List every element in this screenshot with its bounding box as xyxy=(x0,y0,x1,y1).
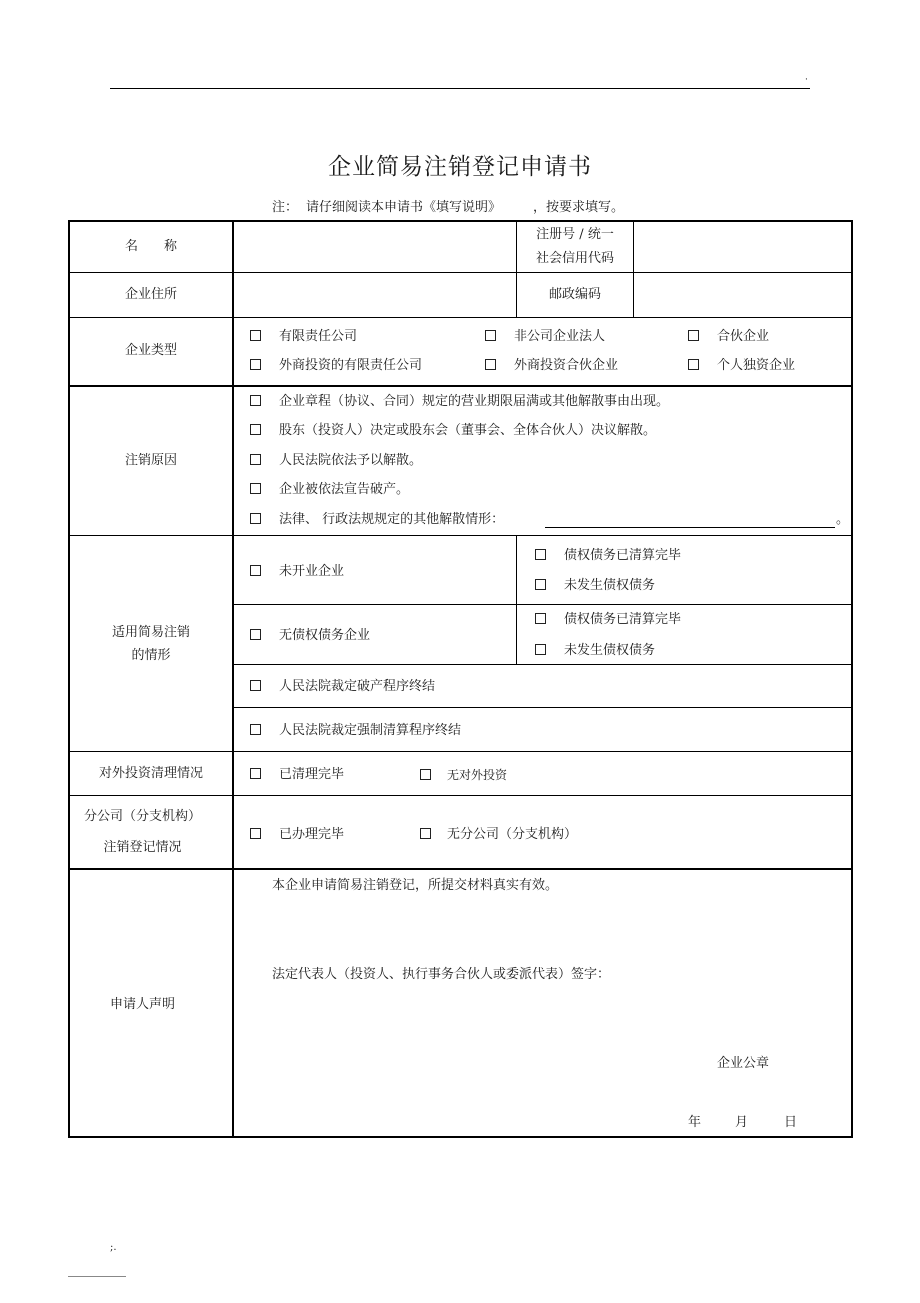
checkbox-icon[interactable] xyxy=(250,424,261,435)
subrow-divider xyxy=(232,664,853,665)
date-day: 日 xyxy=(784,1115,798,1130)
checkbox-icon[interactable] xyxy=(250,629,261,640)
not-opened-no-debts[interactable]: 未发生债权债务 xyxy=(535,578,655,594)
simple-label-line2: 的情形 xyxy=(131,648,171,663)
corner-mark: · xyxy=(805,75,808,85)
company-seal-label: 企业公章 xyxy=(717,1056,770,1071)
row-divider xyxy=(68,385,853,387)
checkbox-icon[interactable] xyxy=(535,579,546,590)
row-divider xyxy=(68,751,853,752)
invest-option-cleared[interactable]: 已清理完毕 xyxy=(250,767,344,783)
branch-option-none[interactable]: 无分公司（分支机构） xyxy=(420,827,577,843)
invest-option-none[interactable]: 无对外投资 xyxy=(420,767,507,783)
table-border-right xyxy=(851,220,853,1138)
checkbox-icon[interactable] xyxy=(250,724,261,735)
invest-label: 对外投资清理情况 xyxy=(98,766,203,781)
inner-col-divider xyxy=(633,220,634,317)
simple-option-not-opened[interactable]: 未开业企业 xyxy=(250,564,344,580)
simple-option-bankruptcy-ended[interactable]: 人民法院裁定破产程序终结 xyxy=(250,679,435,695)
address-field[interactable] xyxy=(236,275,514,315)
address-label: 企业住所 xyxy=(124,287,177,302)
signature-area[interactable] xyxy=(272,988,832,1028)
branch-label-line2: 注销登记情况 xyxy=(103,840,182,855)
label-column-divider xyxy=(232,220,234,1138)
reg-number-label-line1: 注册号 / 统一 xyxy=(536,227,614,242)
header-rule xyxy=(110,88,810,89)
company-name-field[interactable] xyxy=(236,224,514,270)
reason-option-court-dissolution[interactable]: 人民法院依法予以解散。 xyxy=(250,453,422,469)
table-border-bottom xyxy=(68,1136,853,1138)
checkbox-icon[interactable] xyxy=(420,769,431,780)
checkbox-icon[interactable] xyxy=(250,565,261,576)
checkbox-icon[interactable] xyxy=(485,330,496,341)
note-suffix: ，按要求填写。 xyxy=(533,200,625,215)
reason-option-other[interactable]: 法律、 行政法规规定的其他解散情形： xyxy=(250,512,504,528)
name-label: 名 称 xyxy=(124,239,177,254)
checkbox-icon[interactable] xyxy=(485,359,496,370)
checkbox-icon[interactable] xyxy=(250,680,261,691)
checkbox-icon[interactable] xyxy=(250,395,261,406)
row-divider xyxy=(68,535,853,536)
table-border-top xyxy=(68,220,853,222)
checkbox-icon[interactable] xyxy=(688,359,699,370)
reason-option-shareholder-resolution[interactable]: 股东（投资人）决定或股东会（董事会、全体合伙人）决议解散。 xyxy=(250,423,656,439)
checkbox-icon[interactable] xyxy=(250,828,261,839)
checkbox-icon[interactable] xyxy=(250,359,261,370)
type-option-partnership[interactable]: 合伙企业 xyxy=(688,329,769,345)
note-body: 请仔细阅读本申请书《填写说明》 xyxy=(306,200,502,215)
type-option-non-company[interactable]: 非公司企业法人 xyxy=(485,329,605,345)
reason-option-bankruptcy[interactable]: 企业被依法宣告破产。 xyxy=(250,482,409,498)
checkbox-icon[interactable] xyxy=(420,828,431,839)
postal-code-field[interactable] xyxy=(636,275,849,315)
type-option-llc[interactable]: 有限责任公司 xyxy=(250,329,357,345)
type-option-foreign-partnership[interactable]: 外商投资合伙企业 xyxy=(485,358,618,374)
row-divider xyxy=(68,317,853,318)
footer-rule xyxy=(68,1276,126,1277)
checkbox-icon[interactable] xyxy=(250,513,261,524)
branch-label-line1: 分公司（分支机构） xyxy=(83,809,201,824)
reason-label: 注销原因 xyxy=(124,453,177,468)
simple-option-no-debt[interactable]: 无债权债务企业 xyxy=(250,628,370,644)
checkbox-icon[interactable] xyxy=(250,483,261,494)
reason-option-term-expired[interactable]: 企业章程（协议、合同）规定的营业期限届满或其他解散事由出现。 xyxy=(250,394,669,410)
declaration-statement: 本企业申请简易注销登记，所提交材料真实有效。 xyxy=(272,878,559,893)
checkbox-icon[interactable] xyxy=(250,768,261,779)
subcol-divider xyxy=(516,535,517,664)
checkbox-icon[interactable] xyxy=(688,330,699,341)
type-label: 企业类型 xyxy=(124,343,177,358)
signature-label: 法定代表人（投资人、执行事务合伙人或委派代表）签字： xyxy=(272,967,611,982)
checkbox-icon[interactable] xyxy=(250,330,261,341)
other-reason-input-line[interactable] xyxy=(545,527,835,528)
declaration-label: 申请人声明 xyxy=(109,997,175,1012)
checkbox-icon[interactable] xyxy=(250,454,261,465)
date-year: 年 xyxy=(688,1115,702,1130)
row-divider xyxy=(68,868,853,870)
page-title: 企业简易注销登记申请书 xyxy=(328,154,592,180)
no-debt-debts-settled[interactable]: 债权债务已清算完毕 xyxy=(535,612,681,628)
postal-code-label: 邮政编码 xyxy=(548,287,601,302)
reg-number-field[interactable] xyxy=(636,224,849,270)
checkbox-icon[interactable] xyxy=(535,613,546,624)
simple-option-liquidation-ended[interactable]: 人民法院裁定强制清算程序终结 xyxy=(250,723,461,739)
subrow-divider xyxy=(232,604,853,605)
reason-end-mark: 。 xyxy=(836,512,850,527)
date-month: 月 xyxy=(735,1115,749,1130)
type-option-foreign-llc[interactable]: 外商投资的有限责任公司 xyxy=(250,358,422,374)
checkbox-icon[interactable] xyxy=(535,549,546,560)
simple-label-line1: 适用简易注销 xyxy=(111,625,190,640)
note-prefix: 注： xyxy=(272,200,299,215)
row-divider xyxy=(68,272,853,273)
checkbox-icon[interactable] xyxy=(535,644,546,655)
row-divider xyxy=(68,795,853,796)
subrow-divider xyxy=(232,707,853,708)
type-option-sole-proprietorship[interactable]: 个人独资企业 xyxy=(688,358,795,374)
not-opened-debts-settled[interactable]: 债权债务已清算完毕 xyxy=(535,548,681,564)
footer-mark: ;. xyxy=(110,1242,117,1253)
no-debt-no-debts[interactable]: 未发生债权债务 xyxy=(535,643,655,659)
branch-option-done[interactable]: 已办理完毕 xyxy=(250,827,344,843)
reg-number-label-line2: 社会信用代码 xyxy=(535,251,614,266)
